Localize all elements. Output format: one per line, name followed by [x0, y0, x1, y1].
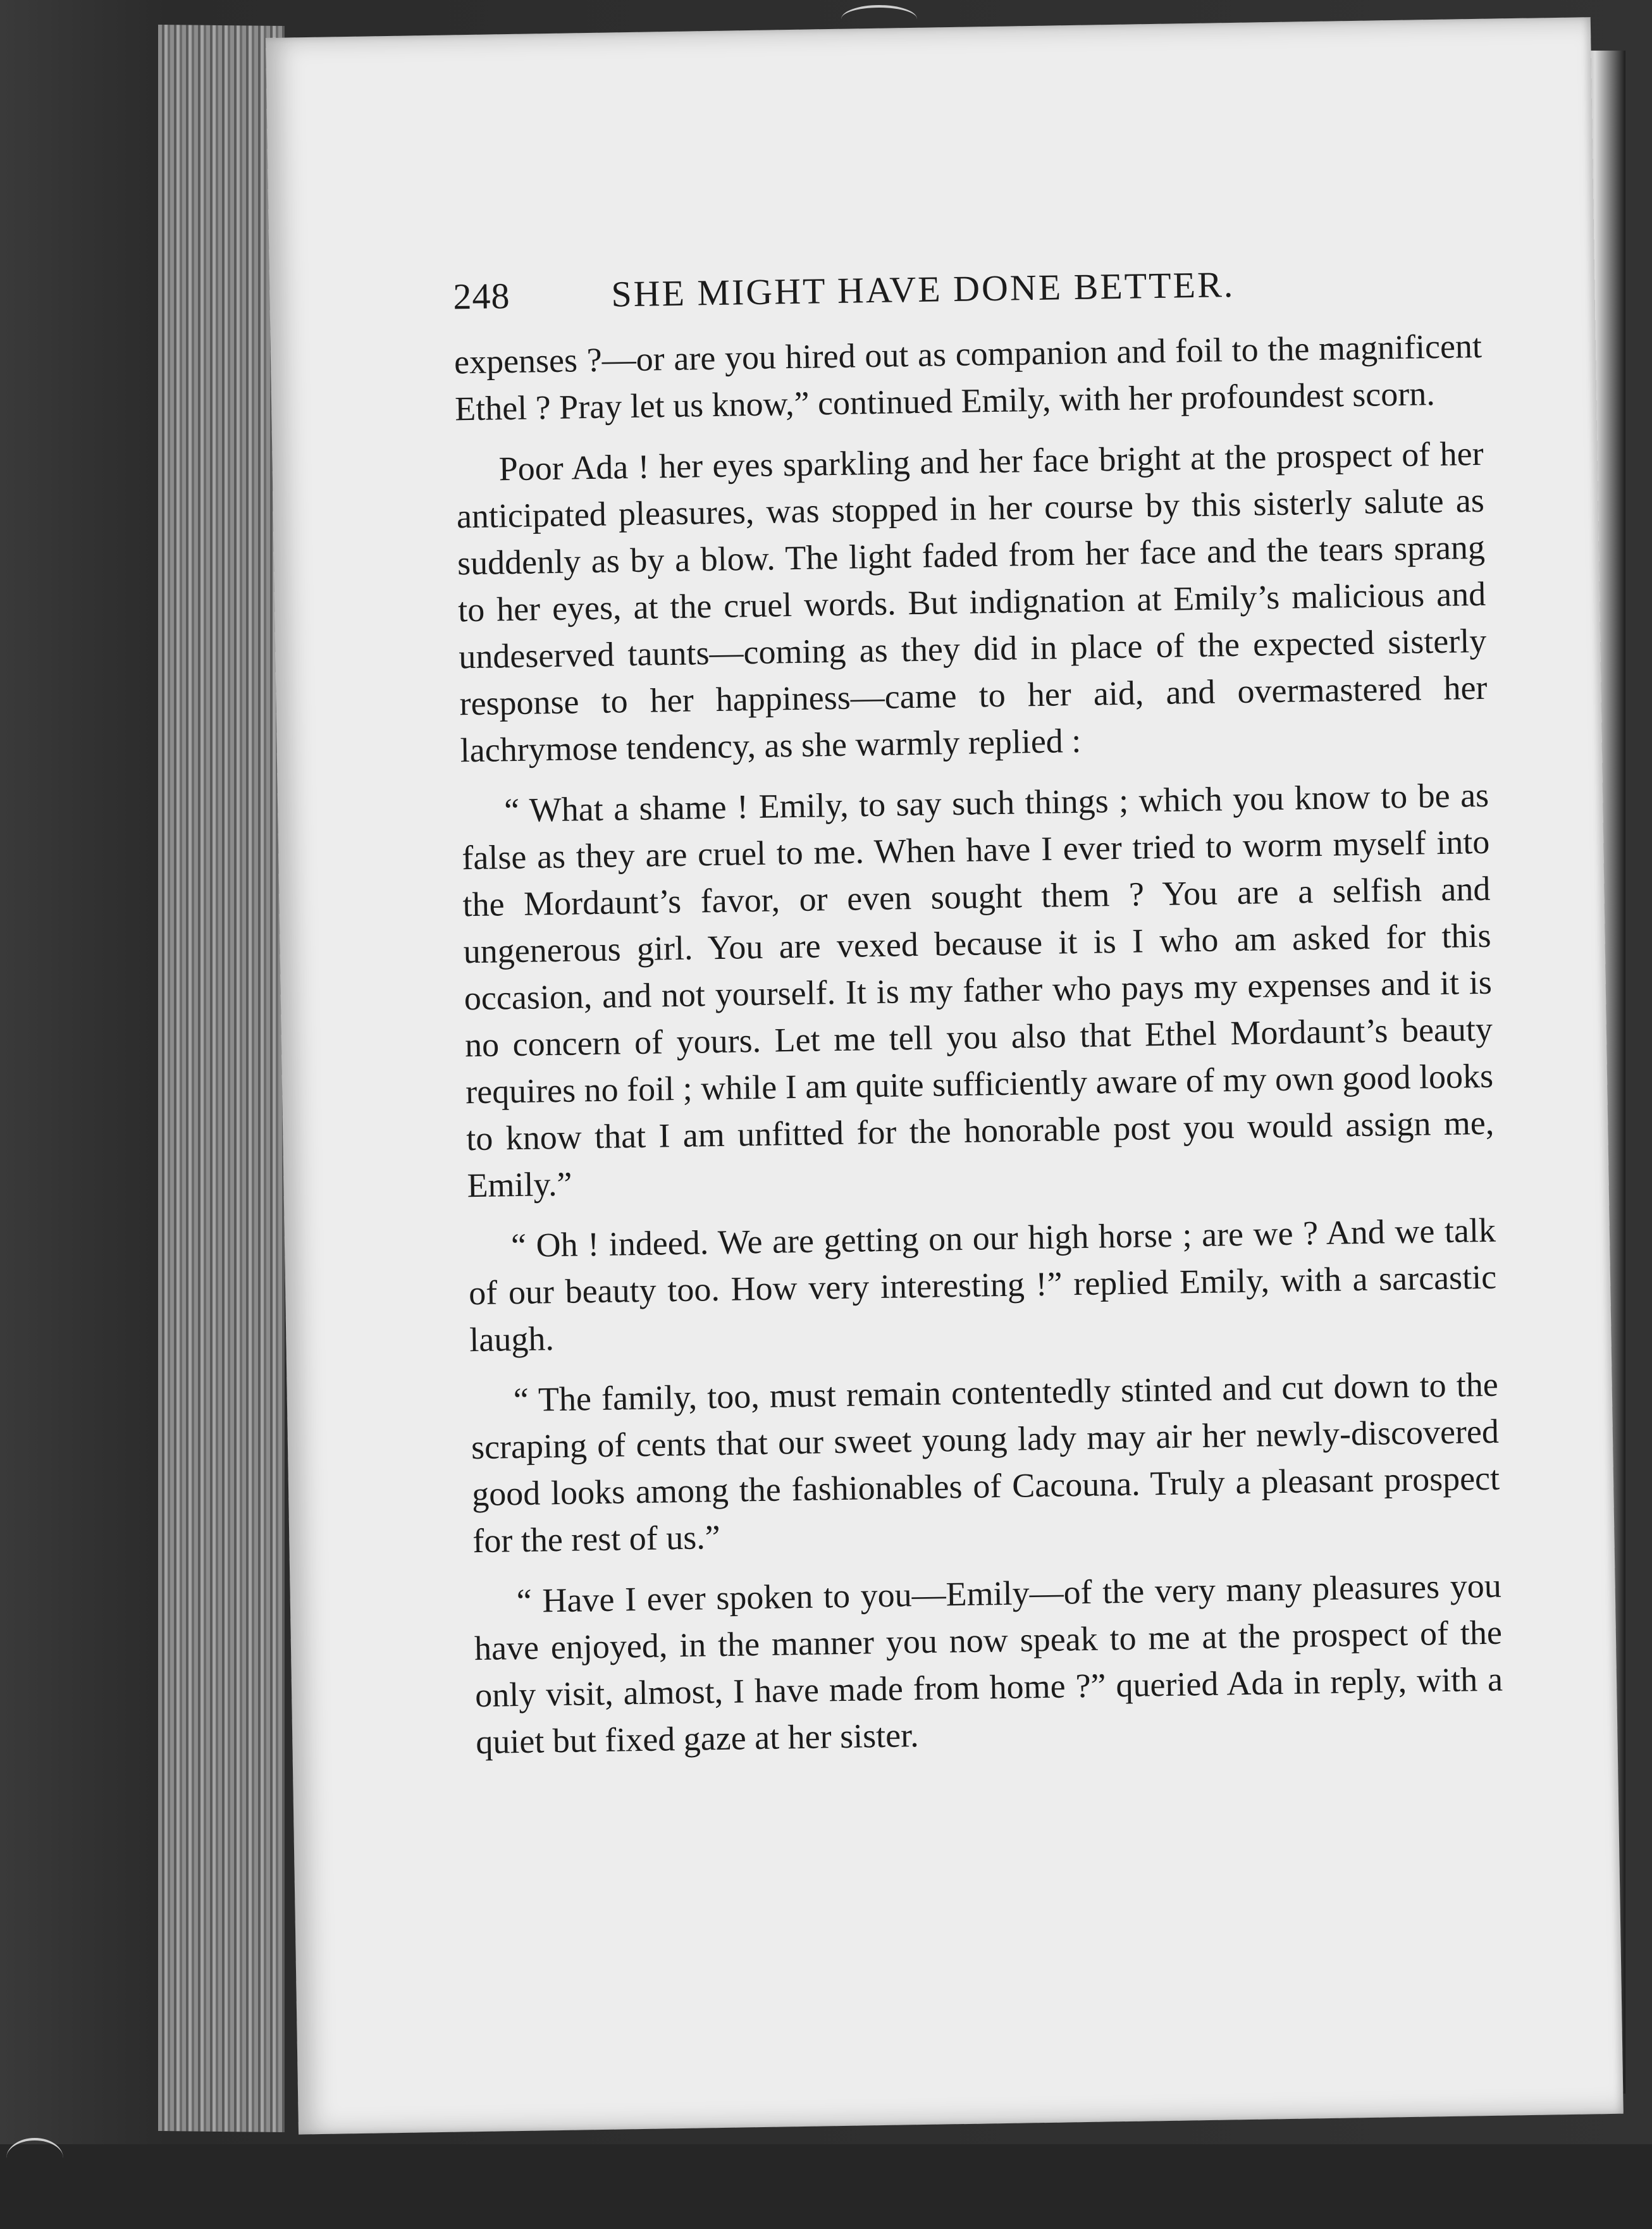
running-head — [453, 257, 1579, 318]
scan-bottom-margin — [0, 2144, 1652, 2229]
paragraph: “ Have I ever spoken to you—Emily—of the very many pleasures you have enjoyed, in the manner you now speak to me at the prospect of the only visit, almost, I have made from home ?” queried Ada in reply, with a quiet but fixed gaze at her sister. — [474, 1566, 1503, 1762]
paragraph: expenses ?—or are you hired out as companion and foil to the magnificent Ethel ? Pray let us know,” continued Emily, with her profoundest scorn. — [453, 326, 1482, 428]
page-number: 248 — [452, 275, 510, 318]
paragraph: Poor Ada ! her eyes sparkling and her face bright at the prospect of her anticipated pleasures, was stopped in her course by this sisterly salute as suddenly as by a blow. The light faded from her face and the tears sprang to her eyes, at the cruel words. But indignation at Emily’s malicious and undeserved taunts—coming as they did in place of the expected sisterly response to her happiness—came to her aid, and overmastered her lachrymose tendency, as she warmly replied : — [456, 434, 1488, 770]
paragraph: “ Oh ! indeed. We are getting on our high horse ; are we ? And we talk of our beauty too. How very interesting !” replied Emily, with a sarcastic laugh. — [468, 1211, 1497, 1359]
running-title: SHE MIGHT HAVE DONE BETTER. — [610, 263, 1235, 315]
paragraph: “ The family, too, must remain contentedly stinted and cut down to the scraping of cents that our sweet young lady may air her newly-discovered good looks among the fashionables of Cacouna. Truly a pleasant prospect for the rest of us.” — [471, 1365, 1500, 1560]
paragraph: “ What a shame ! Emily, to say such things ; which you know to be as false as they are cruel to me. When have I ever tried to worm myself into the Mordaunt’s favor, or even sought them ? You are a selfish and ungenerous girl. You are vexed because it is I who am asked for this occasion, and not yourself. It is my father who pays my expenses and it is no concern of yours. Let me tell you also that Ethel Mordaunt’s beauty requires no foil ; while I am quite sufficiently aware of my own good looks to know that I am unfitted for the honorable post you would assign me, Emily.” — [461, 775, 1495, 1205]
book-page-edges — [158, 25, 285, 2132]
body-text — [454, 323, 1505, 1779]
film-scratch-bottom — [6, 2138, 63, 2178]
book-page — [266, 17, 1624, 2134]
